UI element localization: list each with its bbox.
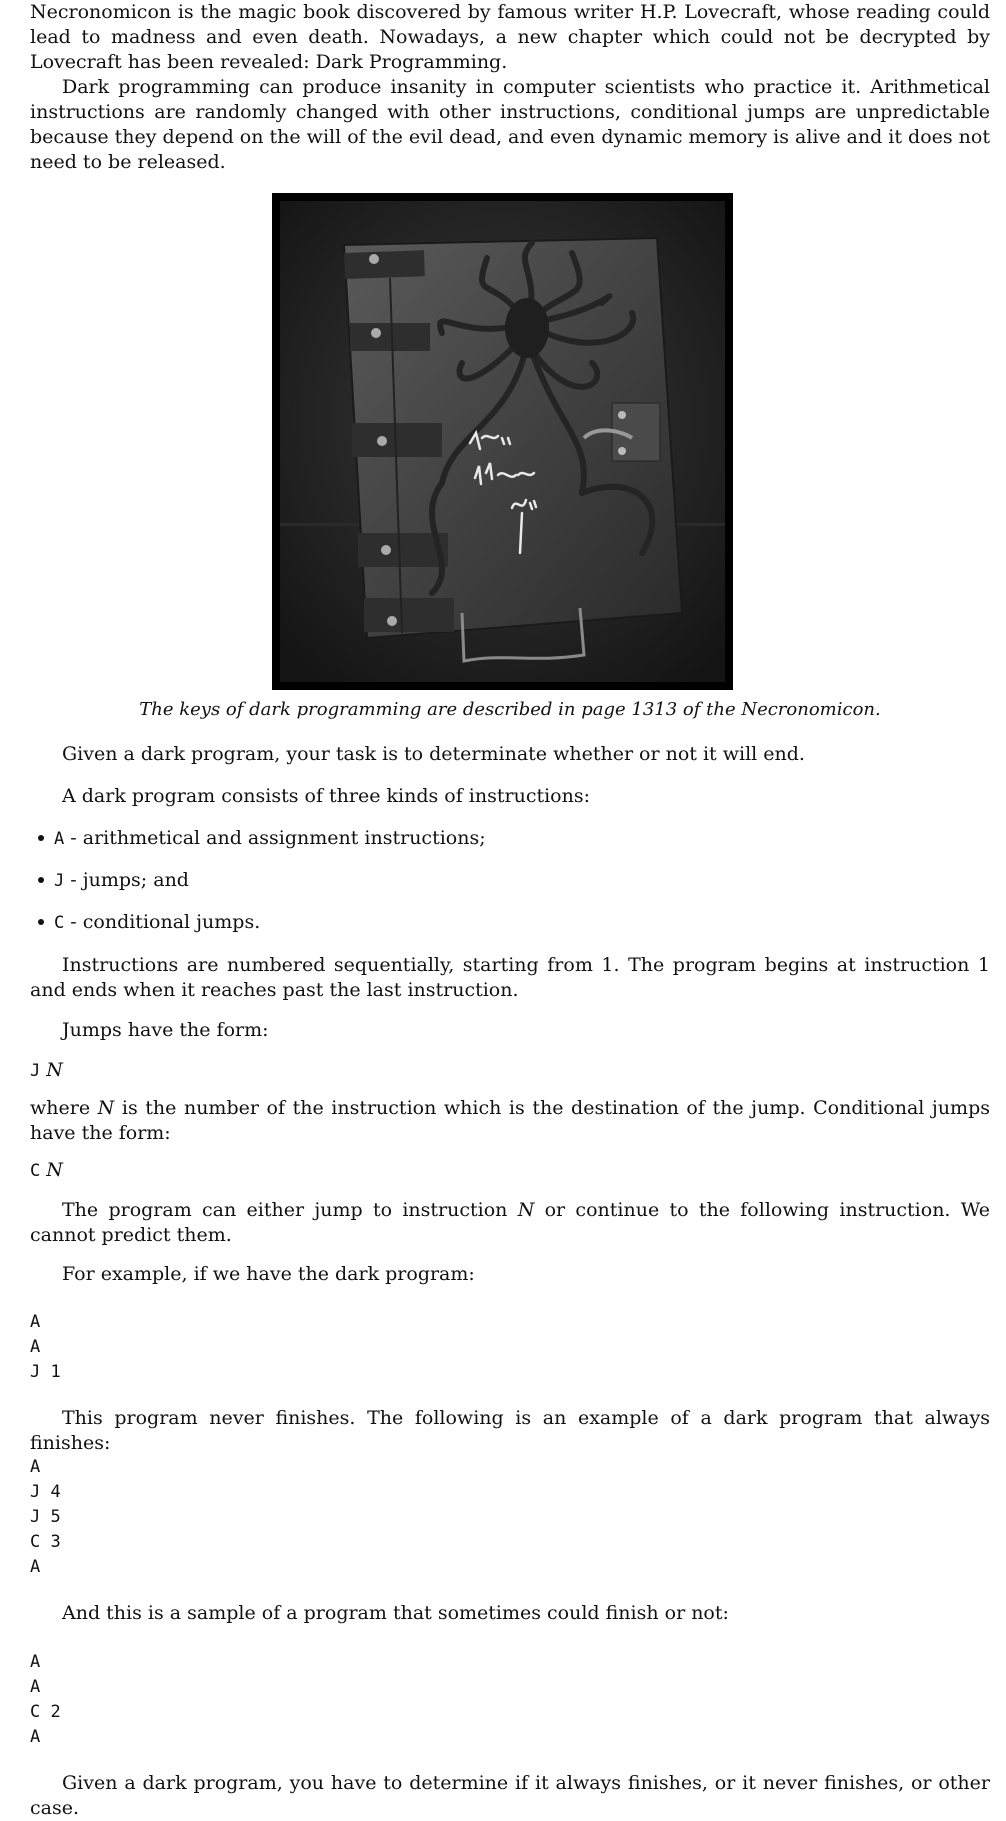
code-line: A <box>30 1727 41 1747</box>
code-line: A <box>30 1557 41 1577</box>
code-line: A <box>30 1457 41 1477</box>
instruction-desc: - conditional jumps. <box>64 911 261 933</box>
where-paragraph <box>30 1096 990 1146</box>
jump-form <box>30 1058 990 1084</box>
where-text-post: is the number of the instruction which is the destination of the jump. Conditional jumps have the form: <box>30 1097 990 1144</box>
code-line: A <box>30 1677 41 1697</box>
conclusion-block <box>30 1771 990 1821</box>
never-text-block <box>30 1406 990 1456</box>
task-statement-block <box>30 742 990 767</box>
instruction-kinds-list <box>30 826 990 952</box>
cond-variable: N <box>517 1199 535 1221</box>
bullet-icon <box>38 877 44 883</box>
list-item <box>30 868 990 910</box>
kinds-intro: A dark program consists of three kinds of instructions: <box>62 785 591 807</box>
cond-text-pre: The program can either jump to instruction <box>62 1199 518 1221</box>
necronomicon-figure <box>272 193 733 690</box>
code-line: C 3 <box>30 1532 61 1552</box>
jump-code: J <box>30 1061 41 1081</box>
code-line: C 2 <box>30 1702 61 1722</box>
numbering-paragraph: Instructions are numbered sequentially, starting from 1. The program begins at instruction 1 and ends when it reaches past the last instruction. <box>30 954 990 1001</box>
conclusion-text: Given a dark program, you have to determine if it always finishes, or it never finishes, or other case. <box>30 1772 990 1819</box>
code-line: A <box>30 1312 41 1332</box>
conditional-variable: N <box>46 1159 63 1181</box>
where-text-pre: where <box>30 1097 98 1119</box>
instruction-desc: - arithmetical and assignment instructions; <box>64 827 486 849</box>
instruction-code: A <box>54 829 65 849</box>
intro-paragraph-1: Necronomicon is the magic book discovered by famous writer H.P. Lovecraft, whose reading could lead to madness and even death. Nowadays, a new chapter which could not be decrypted by Lovecraft has been revealed: Dark Programming. <box>30 1 990 73</box>
example-intro: For example, if we have the dark program: <box>62 1263 475 1285</box>
task-statement: Given a dark program, your task is to determinate whether or not it will end. <box>62 743 805 765</box>
intro-paragraph-2: Dark programming can produce insanity in computer scientists who practice it. Arithmetical instructions are randomly changed with other instructions, conditional jumps are unpredictable because they depend on the will of the evil dead, and even dynamic memory is alive and it does not need to be released. <box>30 76 990 173</box>
instruction-code: C <box>54 913 65 933</box>
code-line: J 1 <box>30 1362 61 1382</box>
cond-text-post: or continue to the following instruction. We cannot predict them. <box>30 1199 990 1246</box>
instruction-desc: - jumps; and <box>64 869 189 891</box>
jumps-intro: Jumps have the form: <box>62 1019 269 1041</box>
intro-section <box>30 0 990 175</box>
where-variable: N <box>97 1097 115 1119</box>
never-finishes-text: This program never finishes. The following is an example of a dark program that always finishes: <box>30 1407 990 1454</box>
numbering-block <box>30 953 990 1003</box>
conditional-form <box>30 1158 990 1184</box>
list-item <box>30 910 990 952</box>
necronomicon-book-image <box>272 193 733 690</box>
bullet-icon <box>38 835 44 841</box>
instruction-code: J <box>54 871 65 891</box>
list-item <box>30 826 990 868</box>
sometimes-finishes-text: And this is a sample of a program that sometimes could finish or not: <box>62 1602 729 1624</box>
jumps-intro-block <box>30 1018 990 1043</box>
figure-caption-block <box>30 697 990 722</box>
figure-caption: The keys of dark programming are described in page 1313 of the Necronomicon. <box>139 699 881 720</box>
bullet-icon <box>38 919 44 925</box>
always-finishes-program <box>30 1455 990 1580</box>
sometimes-text-block <box>30 1601 990 1626</box>
conditional-code: C <box>30 1161 41 1181</box>
jump-variable: N <box>46 1059 63 1081</box>
code-line: J 5 <box>30 1507 61 1527</box>
example-intro-block <box>30 1262 990 1287</box>
never-finishes-program <box>30 1310 990 1385</box>
code-line: A <box>30 1652 41 1672</box>
code-line: A <box>30 1337 41 1357</box>
sometimes-finishes-program <box>30 1650 990 1750</box>
instruction-kinds-list-block <box>30 826 990 952</box>
code-line: J 4 <box>30 1482 61 1502</box>
conditional-paragraph <box>30 1198 990 1248</box>
kinds-intro-block <box>30 784 990 809</box>
